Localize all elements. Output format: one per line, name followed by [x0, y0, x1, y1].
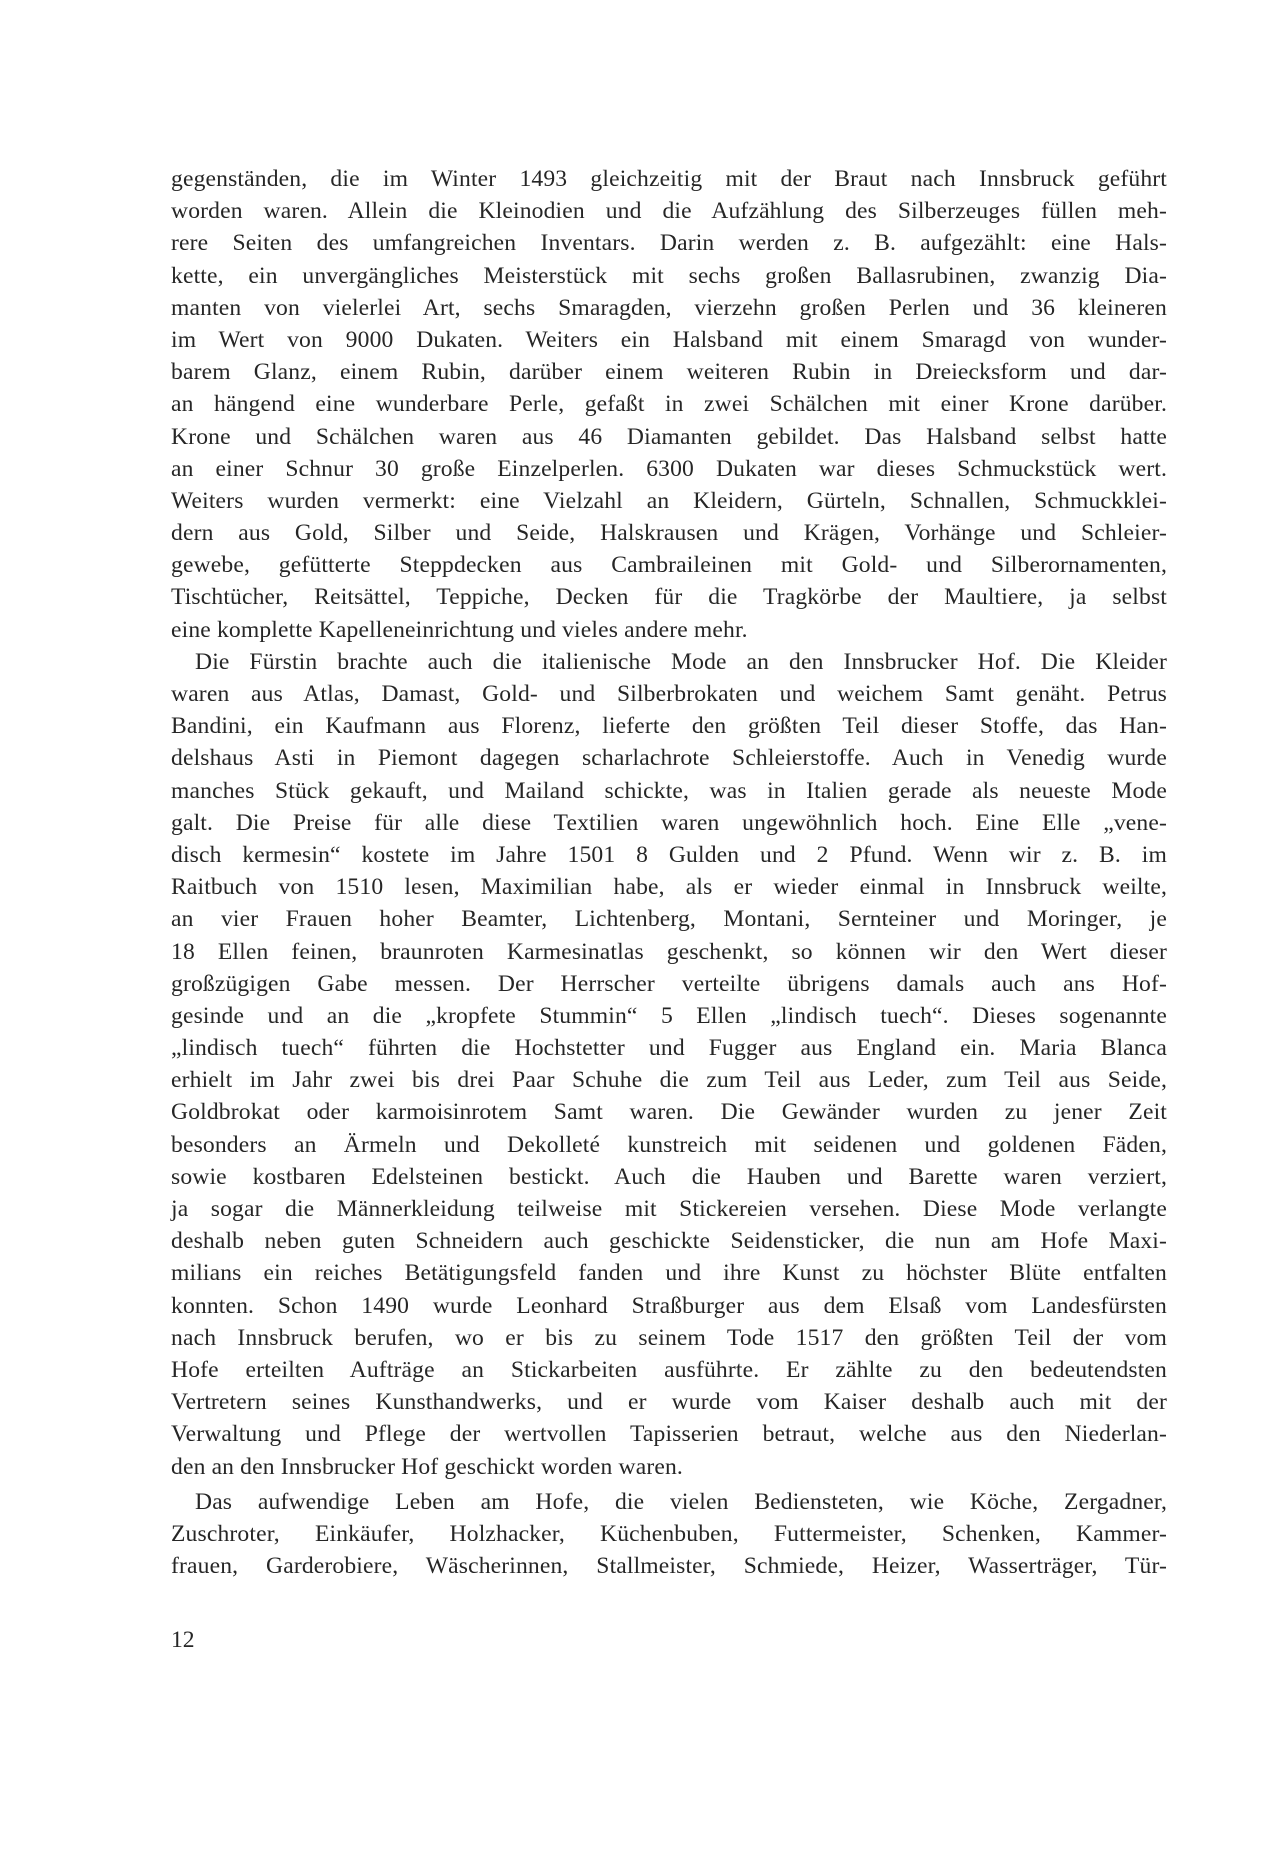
text-line: 18 Ellen feinen, braunroten Karmesinatlas geschenkt, so können wir den Wert dieser	[171, 938, 1167, 965]
text-line: eine komplette Kapelleneinrichtung und vieles andere mehr.	[171, 616, 748, 643]
text-line: an hängend eine wunderbare Perle, gefaßt in zwei Schälchen mit einer Krone darüber.	[171, 391, 1167, 418]
text-line: im Wert von 9000 Dukaten. Weiters ein Halsband mit einem Smaragd von wunder-	[171, 326, 1167, 353]
text-line: gesinde und an die „kropfete Stummin“ 5 Ellen „lindisch tuech“. Dieses sogenannte	[171, 1002, 1167, 1029]
text-line: manten von vielerlei Art, sechs Smaragden, vierzehn großen Perlen und 36 kleineren	[171, 294, 1167, 321]
text-line: deshalb neben guten Schneidern auch geschickte Seidensticker, die nun am Hofe Maxi-	[171, 1228, 1167, 1255]
text-line: Tischtücher, Reitsättel, Teppiche, Decken für die Tragkörbe der Maultiere, ja selbst	[171, 584, 1167, 611]
text-line: nach Innsbruck berufen, wo er bis zu seinem Tode 1517 den größten Teil der vom	[171, 1324, 1167, 1351]
text-line: Raitbuch von 1510 lesen, Maximilian habe, als er wieder einmal in Innsbruck weilte,	[171, 874, 1167, 901]
text-line: an vier Frauen hoher Beamter, Lichtenberg, Montani, Sernteiner und Moringer, je	[171, 906, 1167, 933]
text-line: Zuschroter, Einkäufer, Holzhacker, Küchenbuben, Futtermeister, Schenken, Kammer-	[171, 1520, 1167, 1547]
paragraph	[171, 163, 1167, 646]
text-line: worden waren. Allein die Kleinodien und die Aufzählung des Silberzeuges füllen meh-	[171, 198, 1167, 225]
text-line: erhielt im Jahr zwei bis drei Paar Schuhe die zum Teil aus Leder, zum Teil aus Seide,	[171, 1067, 1167, 1094]
text-line: gegenständen, die im Winter 1493 gleichzeitig mit der Braut nach Innsbruck geführt	[171, 166, 1167, 192]
text-line: barem Glanz, einem Rubin, darüber einem weiteren Rubin in Dreiecksform und dar-	[171, 359, 1167, 386]
text-line: Krone und Schälchen waren aus 46 Diamanten gebildet. Das Halsband selbst hatte	[171, 423, 1167, 450]
text-line: Verwaltung und Pflege der wertvollen Tapisserien betraut, welche aus den Niederlan-	[171, 1421, 1167, 1448]
text-line: „lindisch tuech“ führten die Hochstetter und Fugger aus England ein. Maria Blanca	[171, 1035, 1167, 1062]
text-line: besonders an Ärmeln und Dekolleté kunstreich mit seidenen und goldenen Fäden,	[171, 1131, 1167, 1158]
text-line: ja sogar die Männerkleidung teilweise mit Stickereien versehen. Diese Mode verlangte	[171, 1196, 1167, 1222]
text-line: gewebe, gefütterte Steppdecken aus Cambraileinen mit Gold- und Silberornamenten,	[171, 552, 1167, 579]
text-line: Bandini, ein Kaufmann aus Florenz, lieferte den größten Teil dieser Stoffe, das Han-	[171, 713, 1167, 740]
text-line: kette, ein unvergängliches Meisterstück mit sechs großen Ballasrubinen, zwanzig Dia-	[171, 262, 1167, 289]
body-text	[171, 163, 1167, 1582]
text-line: disch kermesin“ kostete im Jahre 1501 8 Gulden und 2 Pfund. Wenn wir z. B. im	[171, 841, 1167, 868]
text-line: frauen, Garderobiere, Wäscherinnen, Stallmeister, Schmiede, Heizer, Wasserträger, Tür-	[171, 1553, 1167, 1580]
text-line: Weiters wurden vermerkt: eine Vielzahl an Kleidern, Gürteln, Schnallen, Schmuckklei-	[171, 487, 1167, 514]
text-line: an einer Schnur 30 große Einzelperlen. 6300 Dukaten war dieses Schmuckstück wert.	[171, 455, 1167, 482]
text-line: den an den Innsbrucker Hof geschickt worden waren.	[171, 1453, 683, 1480]
text-line: manches Stück gekauft, und Mailand schickte, was in Italien gerade als neueste Mode	[171, 777, 1167, 804]
paragraph	[171, 1486, 1167, 1583]
text-line: Vertretern seines Kunsthandwerks, und er wurde vom Kaiser deshalb auch mit der	[171, 1389, 1167, 1416]
text-line: waren aus Atlas, Damast, Gold- und Silberbrokaten und weichem Samt genäht. Petrus	[171, 681, 1167, 707]
text-line: milians ein reiches Betätigungsfeld fanden und ihre Kunst zu höchster Blüte entfalten	[171, 1260, 1167, 1287]
text-line: galt. Die Preise für alle diese Textilien waren ungewöhnlich hoch. Eine Elle „vene-	[171, 809, 1167, 836]
paragraph	[171, 646, 1167, 1483]
text-line: Die Fürstin brachte auch die italienische Mode an den Innsbrucker Hof. Die Kleider	[195, 648, 1167, 675]
text-line: konnten. Schon 1490 wurde Leonhard Straßburger aus dem Elsaß vom Landesfürsten	[171, 1292, 1167, 1319]
text-line: Hofe erteilten Aufträge an Stickarbeiten ausführte. Er zählte zu den bedeutendsten	[171, 1356, 1167, 1383]
text-line: delshaus Asti in Piemont dagegen scharlachrote Schleierstoffe. Auch in Venedig wurde	[171, 745, 1167, 772]
text-line: Das aufwendige Leben am Hofe, die vielen Bediensteten, wie Köche, Zergadner,	[195, 1488, 1167, 1515]
page-number: 12	[171, 1627, 195, 1653]
text-line: rere Seiten des umfangreichen Inventars. Darin werden z. B. aufgezählt: eine Hals-	[171, 230, 1167, 257]
text-line: sowie kostbaren Edelsteinen bestickt. Auch die Hauben und Barette waren verziert,	[171, 1163, 1167, 1190]
text-line: Goldbrokat oder karmoisinrotem Samt waren. Die Gewänder wurden zu jener Zeit	[171, 1099, 1167, 1126]
text-line: großzügigen Gabe messen. Der Herrscher verteilte übrigens damals auch ans Hof-	[171, 970, 1167, 997]
text-line: dern aus Gold, Silber und Seide, Halskrausen und Krägen, Vorhänge und Schleier-	[171, 520, 1167, 547]
